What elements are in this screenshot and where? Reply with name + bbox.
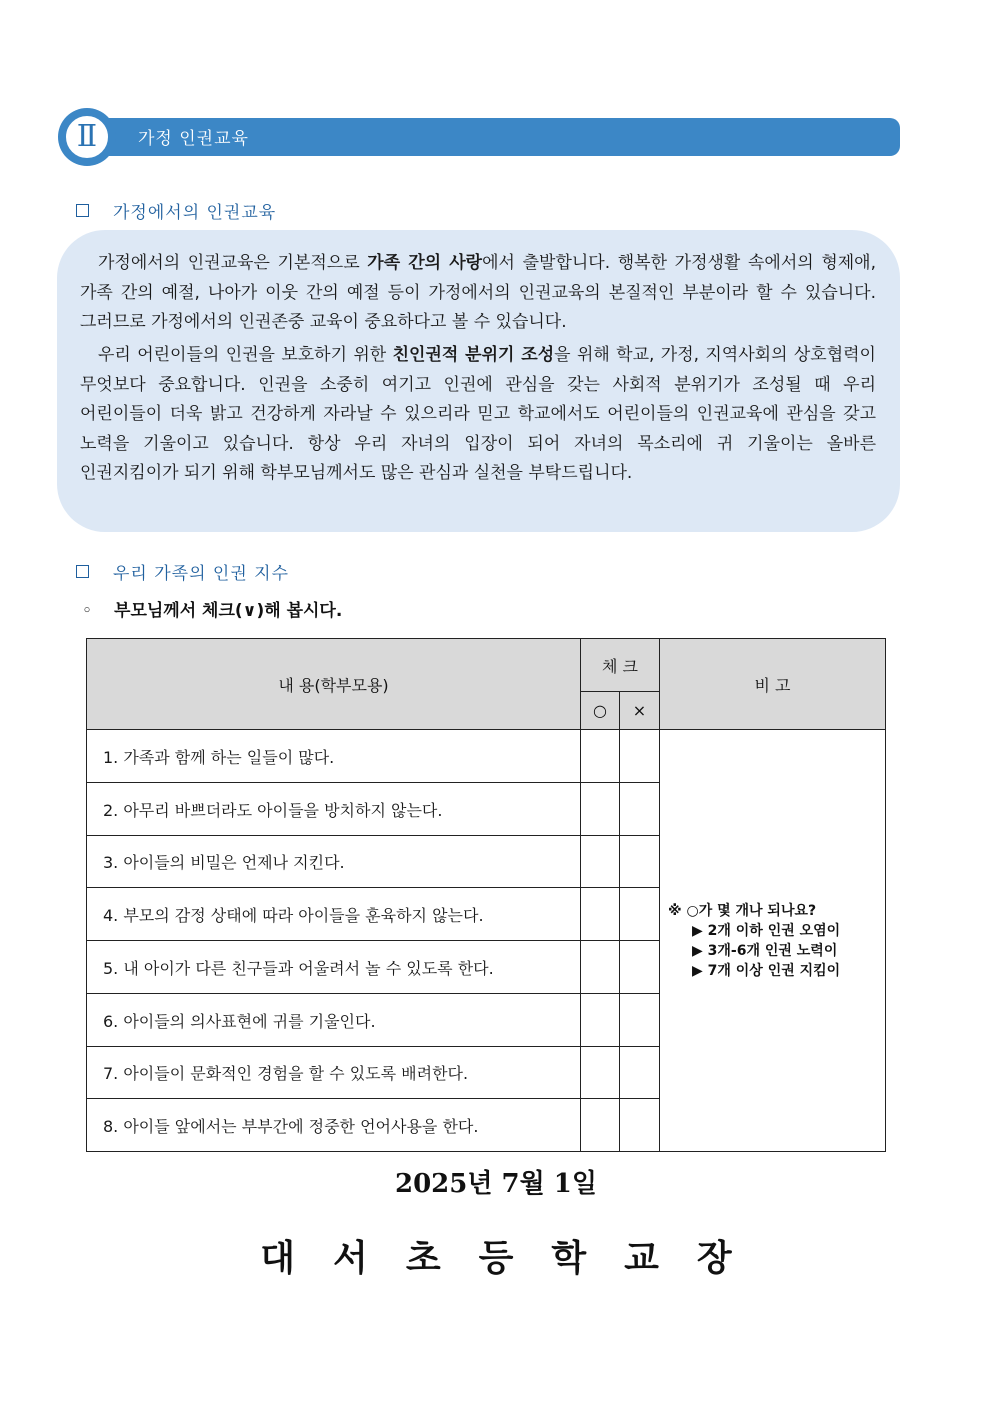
checklist-item-2: 2. 아무리 바쁘더라도 아이들을 방치하지 않는다.	[87, 783, 581, 836]
check-o-cell-3[interactable]	[581, 836, 620, 888]
circle-bullet-icon: ◦	[82, 601, 93, 621]
school-principal-signature: 대서초등학교장	[260, 1237, 770, 1279]
check-x-cell-3[interactable]	[620, 836, 660, 888]
header-check: 체 크	[581, 639, 660, 692]
paragraph-1-text-b: 에서 출발합니다. 행복한 가정생활 속에서의 형제애, 가족 간의 예절, 나아가 이웃 간의 예절 등이 가정에서의 인권교육의 본질적인 부분이라 할 수 있습니다. 그러므로 가정에서의 인권존중 교육이 중요하다고 볼 수 있습니다.	[80, 253, 876, 332]
check-x-cell-6[interactable]	[620, 994, 660, 1047]
square-bullet-icon	[76, 204, 89, 217]
note-level-2: ▶ 3개-6개 인권 노력이	[692, 942, 838, 959]
subsection-title: 우리 가족의 인권 지수	[113, 564, 290, 584]
paragraph-1-emphasis: 가족 간의 사랑	[367, 253, 483, 273]
section-numeral: Ⅱ	[64, 114, 110, 160]
check-x-cell-1[interactable]	[620, 730, 660, 783]
check-o-cell-7[interactable]	[581, 1047, 620, 1099]
square-bullet-icon	[76, 565, 89, 578]
paragraph-1	[80, 249, 876, 338]
instruction-text: 부모님께서 체크(∨)해 봅시다.	[114, 601, 343, 621]
header-content: 내 용(학부모용)	[87, 639, 581, 730]
paragraph-2	[80, 341, 876, 489]
check-o-cell-5[interactable]	[581, 941, 620, 994]
header-note: 비 고	[660, 639, 886, 730]
note-cell	[660, 730, 886, 1152]
section-title: 가정 인권교육	[138, 129, 249, 149]
paragraph-1-text-a: 가정에서의 인권교육은 기본적으로	[98, 253, 368, 273]
subsection-title: 가정에서의 인권교육	[113, 203, 277, 223]
check-x-cell-5[interactable]	[620, 941, 660, 994]
check-o-cell-8[interactable]	[581, 1099, 620, 1152]
checklist-item-7: 7. 아이들이 문화적인 경험을 할 수 있도록 배려한다.	[87, 1047, 581, 1099]
checklist-table	[86, 638, 886, 1152]
check-o-cell-1[interactable]	[581, 730, 620, 783]
instruction-line	[82, 596, 342, 621]
subsection-heading-rights-index	[76, 559, 289, 584]
checklist-item-3: 3. 아이들의 비밀은 언제나 지킨다.	[87, 836, 581, 888]
note-level-3: ▶ 7개 이상 인권 지킴이	[692, 962, 841, 979]
check-x-cell-8[interactable]	[620, 1099, 660, 1152]
check-o-cell-4[interactable]	[581, 888, 620, 941]
paragraph-2-emphasis: 친인권적 분위기 조성	[392, 345, 555, 365]
paragraph-2-text-b: 을 위해 학교, 가정, 지역사회의 상호협력이 무엇보다 중요합니다. 인권을 소중히 여기고 인권에 관심을 갖는 사회적 분위기가 조성될 때 우리 어린이들이 더욱 밝고 건강하게 자라날 수 있으리라 믿고 학교에서도 어린이들의 인권교육에 관심을 갖고 노력을 기울이고 있습니다. 항상 우리 자녀의 입장이 되어 자녀의 목소리에 귀 기울이는 올바른 인권지킴이가 되기 위해 학부모님께서도 많은 관심과 실천을 부탁드립니다.	[80, 345, 876, 483]
issue-date: 2025년 7월 1일	[395, 1169, 597, 1199]
checklist-item-4: 4. 부모의 감정 상태에 따라 아이들을 훈육하지 않는다.	[87, 888, 581, 941]
checklist-item-6: 6. 아이들의 의사표현에 귀를 기울인다.	[87, 994, 581, 1047]
checklist-item-1: 1. 가족과 함께 하는 일들이 많다.	[87, 730, 581, 783]
check-o-cell-6[interactable]	[581, 994, 620, 1047]
header-o-mark: ○	[581, 692, 620, 730]
subsection-heading-home-education	[76, 198, 276, 223]
note-question: ※ ○가 몇 개나 되나요?	[668, 902, 817, 919]
check-x-cell-2[interactable]	[620, 783, 660, 836]
checklist-item-8: 8. 아이들 앞에서는 부부간에 정중한 언어사용을 한다.	[87, 1099, 581, 1152]
check-x-cell-7[interactable]	[620, 1047, 660, 1099]
check-o-cell-2[interactable]	[581, 783, 620, 836]
checklist-item-5: 5. 내 아이가 다른 친구들과 어울려서 놀 수 있도록 한다.	[87, 941, 581, 994]
header-x-mark: ×	[620, 692, 660, 730]
note-level-1: ▶ 2개 이하 인권 오염이	[692, 922, 841, 939]
paragraph-2-text-a: 우리 어린이들의 인권을 보호하기 위한	[98, 345, 393, 365]
check-x-cell-4[interactable]	[620, 888, 660, 941]
